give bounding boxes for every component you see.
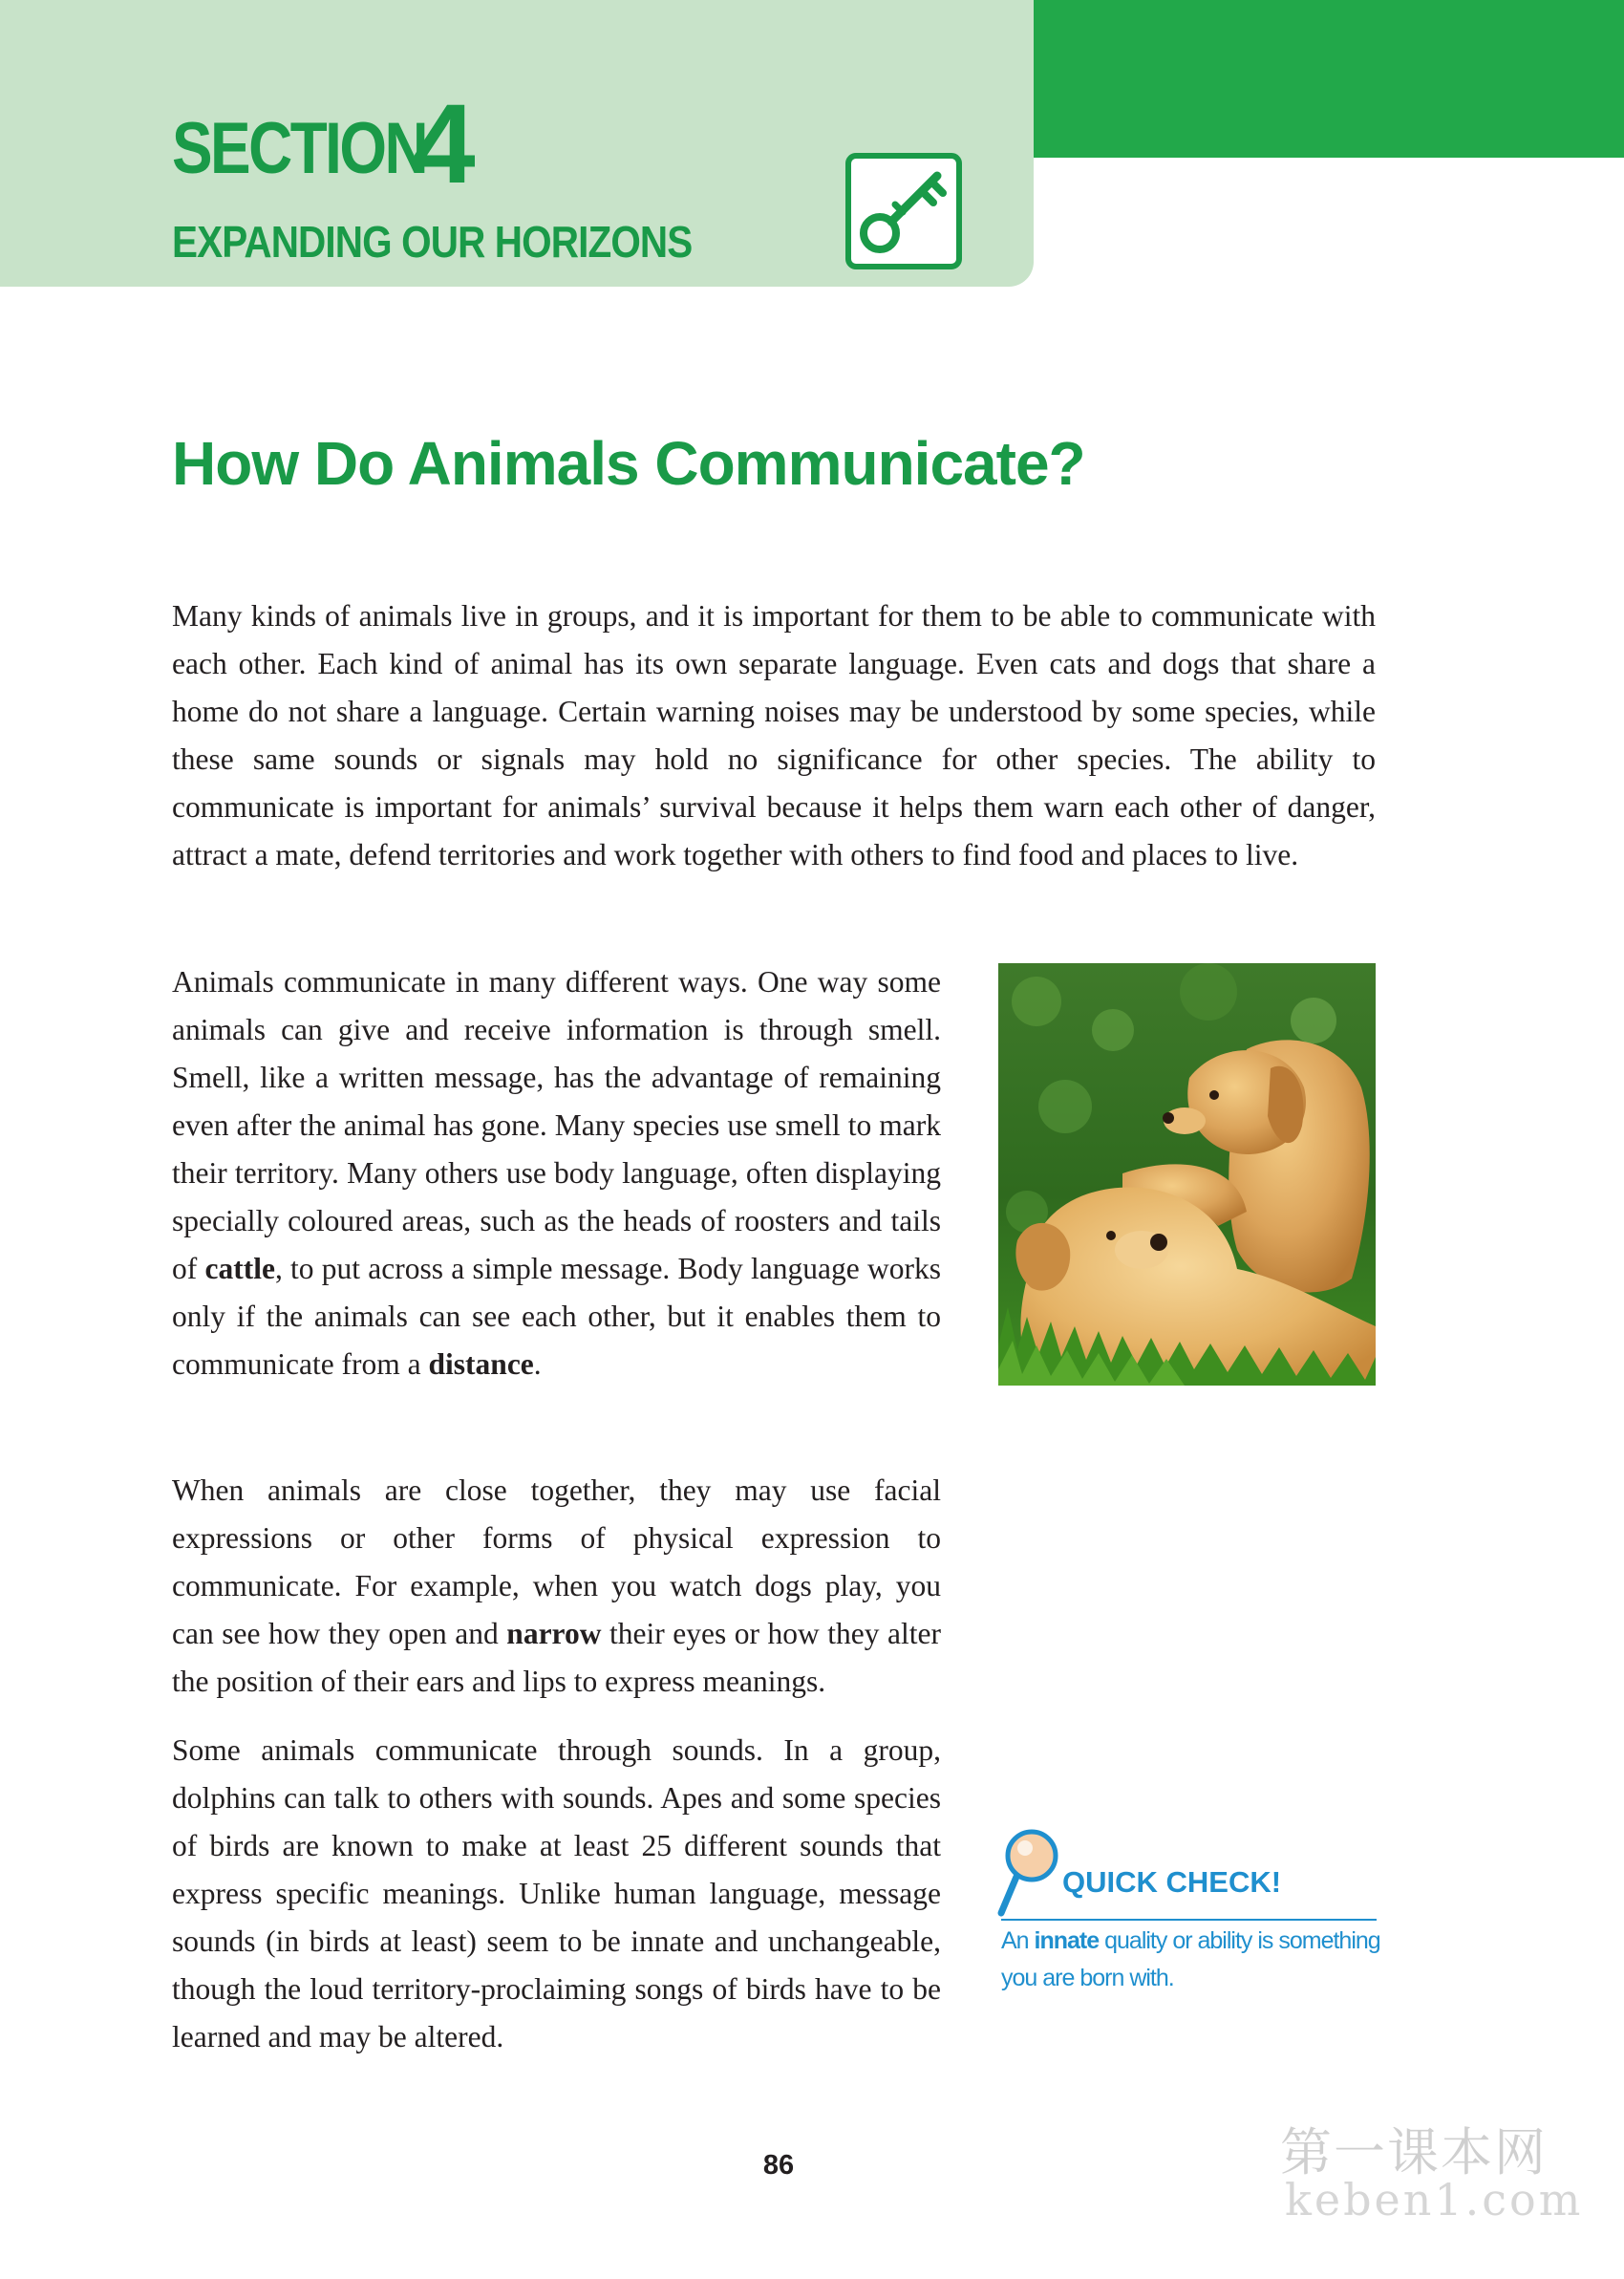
- paragraph-2: [172, 958, 941, 1388]
- watermark-line-1: 第一课本网: [1280, 2122, 1548, 2182]
- term-cattle: cattle: [204, 1252, 275, 1285]
- quick-check-text: [1001, 1923, 1383, 1997]
- paragraph-2-text-a: Animals communicate in many different ways. One way some animals can give and receive information is through smell. Smell, like a written message, has the advantage of remaining even after the animal has gone. Many species use smell to mark their territory. Many others use body language, often displaying specially coloured areas, such as the heads of roosters and tails of: [172, 965, 941, 1285]
- section-word: SECTION: [172, 108, 427, 189]
- section-header-accent: [1034, 0, 1624, 158]
- quick-check-divider: [1001, 1919, 1377, 1921]
- paragraph-3: [172, 1467, 941, 1706]
- quick-check-text-b: quality or ability is something you are born with.: [1001, 1927, 1380, 1991]
- paragraph-3-text-a: When animals are close together, they may use facial expressions or other forms of physical expression to communicate. For example, when you watch dogs play, you can see how they open and: [172, 1473, 941, 1650]
- quick-check-text-a: An: [1001, 1927, 1035, 1954]
- paragraph-4: Some animals communicate through sounds. In a group, dolphins can talk to others with sounds. Apes and some species of birds are known to make at least 25 different sounds that express specific meanings. Unlike human language, message sounds (in birds at least) seem to be innate and unchangeable, though the loud territory-proclaiming songs of birds have to be learned and may be altered.: [172, 1733, 941, 2053]
- term-narrow: narrow: [506, 1617, 602, 1650]
- paragraph-1: Many kinds of animals live in groups, and it is important for them to be able to communicate with each other. Each kind of animal has its own separate language. Even cats and dogs that share a home do not share a language. Certain warning noises may be understood by some species, while these same sounds or signals may hold no significance for other species. The ability to communicate is important for animals’ survival because it helps them warn each other of danger, attract a mate, defend territories and work together with others to find food and places to live.: [172, 599, 1376, 871]
- page-title: How Do Animals Communicate?: [172, 429, 1085, 498]
- paragraph-2-text-c: .: [533, 1347, 542, 1381]
- watermark-line-2: keben1.com: [1285, 2174, 1584, 2225]
- section-label: [172, 81, 476, 207]
- term-distance: distance: [428, 1347, 534, 1381]
- page-number: 86: [762, 2150, 795, 2181]
- paragraph-3-text-b: their eyes or how they alter the position of their ears and lips to express meanings.: [172, 1617, 941, 1698]
- paragraph-2-text-b: , to put across a simple message. Body language works only if the animals can see each other, but it enables them to communicate from a: [172, 1252, 941, 1381]
- section-number: 4: [413, 81, 476, 207]
- quick-check-title: QUICK CHECK!: [1062, 1865, 1282, 1899]
- quick-check-term: innate: [1034, 1927, 1100, 1954]
- puppies-photo: [998, 963, 1376, 1386]
- magnifier-icon: [995, 1827, 1060, 1919]
- section-subtitle: EXPANDING OUR HORIZONS: [172, 217, 693, 267]
- key-icon: [845, 153, 962, 269]
